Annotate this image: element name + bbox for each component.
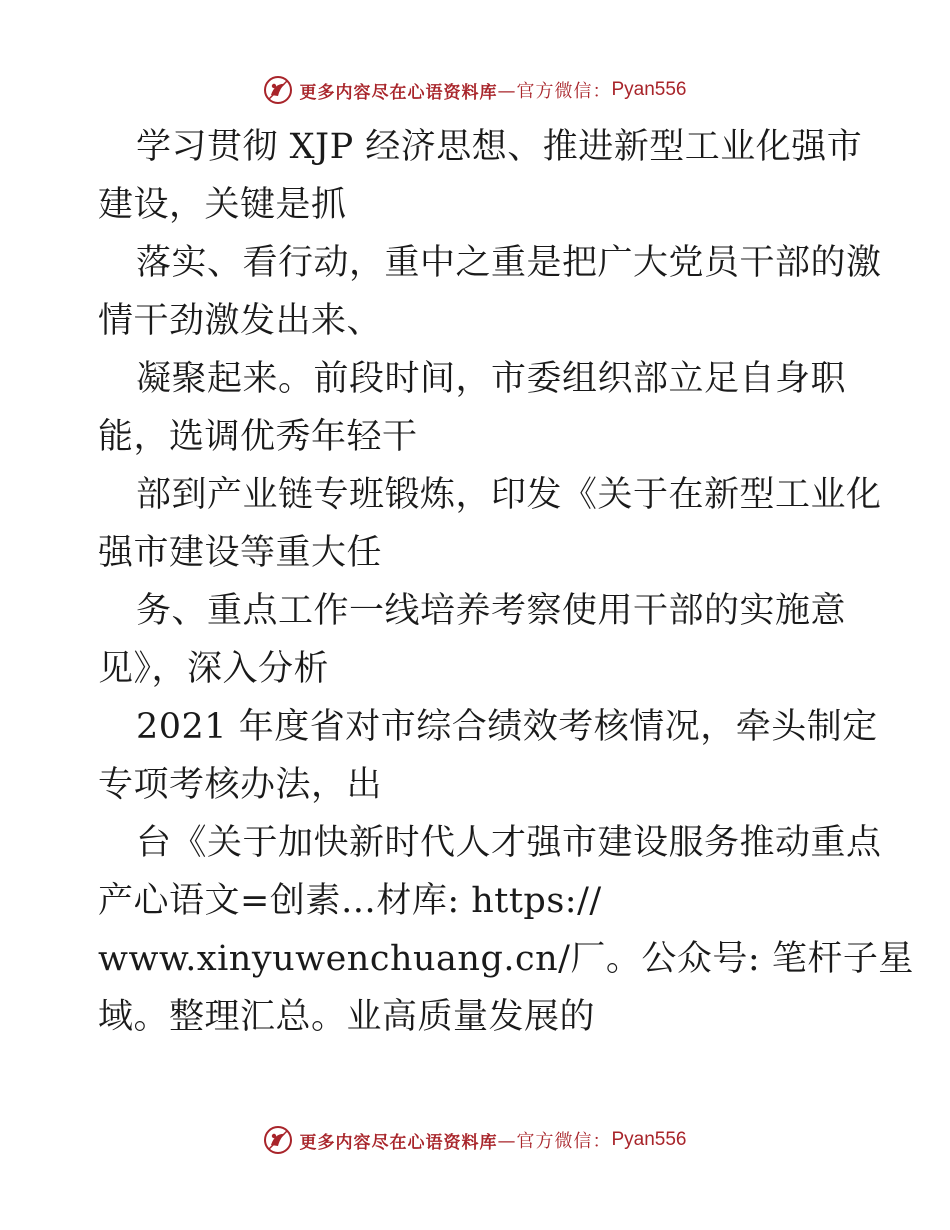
body-line: 落实、看行动，重中之重是把广大党员干部的激 bbox=[136, 243, 882, 283]
banner-wechat-id: Pyan556 bbox=[611, 79, 687, 100]
body-line: 台《关于加快新时代人才强市建设服务推动重点 bbox=[136, 823, 882, 863]
red-seal-logo-icon bbox=[263, 1125, 293, 1155]
body-line: 强市建设等重大任 bbox=[98, 533, 383, 573]
document-body bbox=[98, 118, 914, 1046]
body-line: 凝聚起来。前段时间，市委组织部立足自身职 bbox=[136, 359, 847, 399]
body-line: 专项考核办法，出 bbox=[98, 765, 383, 805]
body-line: 务、重点工作一线培养考察使用干部的实施意 bbox=[136, 591, 847, 631]
body-line: 域。整理汇总。业高质量发展的 bbox=[98, 997, 596, 1037]
banner-wechat-id: Pyan556 bbox=[611, 1129, 687, 1150]
body-line: 2021 年度省对市综合绩效考核情况，牵头制定 bbox=[136, 707, 878, 747]
body-line: 部到产业链专班锻炼，印发《关于在新型工业化 bbox=[136, 475, 882, 515]
body-line: www.xinyuwenchuang.cn/厂。公众号: 笔杆子星 bbox=[98, 939, 914, 979]
body-line: 学习贯彻 XJP 经济思想、推进新型工业化强市 bbox=[136, 127, 863, 167]
body-line: 见》，深入分析 bbox=[98, 649, 330, 689]
body-line: 情干劲激发出来、 bbox=[98, 301, 383, 341]
header-banner bbox=[0, 70, 950, 110]
footer-banner bbox=[0, 1120, 950, 1160]
banner-tagline: —官方微信： bbox=[497, 1131, 612, 1152]
body-line: 产心语文=创素…材库: https:// bbox=[98, 881, 602, 921]
red-seal-logo-icon bbox=[263, 75, 293, 105]
body-line: 能，选调优秀年轻干 bbox=[98, 417, 418, 457]
banner-brand-text: 更多内容尽在心语资料库 bbox=[299, 1132, 498, 1153]
body-line: 建设，关键是抓 bbox=[98, 185, 347, 225]
banner-brand-text: 更多内容尽在心语资料库 bbox=[299, 82, 498, 103]
banner-tagline: —官方微信： bbox=[497, 81, 612, 102]
